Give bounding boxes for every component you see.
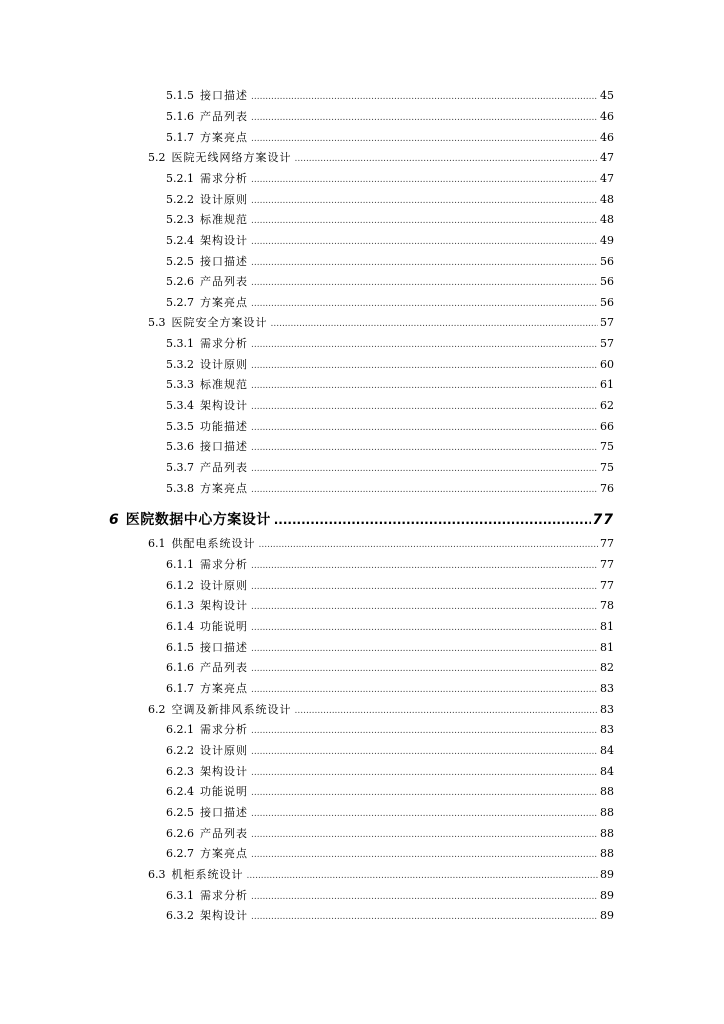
toc-entry-title: 方案亮点 <box>200 847 248 860</box>
toc-entry-page: 57 <box>600 337 614 350</box>
toc-entry-page: 56 <box>600 255 614 268</box>
toc-entry-number: 5.2.3 <box>166 213 194 226</box>
toc-entry-page: 88 <box>600 785 614 798</box>
toc-entry-number: 5.3.3 <box>166 378 194 391</box>
toc-entry-page: 56 <box>600 296 614 309</box>
toc-entry-page: 47 <box>600 172 614 185</box>
toc-entry-number: 6.1.1 <box>166 558 194 571</box>
toc-entry-6-2-5[interactable] <box>166 806 614 821</box>
toc-dot-leader <box>271 317 599 331</box>
toc-entry-5-2-2[interactable] <box>166 193 614 208</box>
toc-entry-page: 83 <box>600 723 614 736</box>
toc-dot-leader <box>251 359 598 373</box>
toc-entry-title: 接口描述 <box>200 440 248 453</box>
toc-entry-6-1-5[interactable] <box>166 641 614 656</box>
toc-entry-page: 78 <box>600 599 614 612</box>
toc-entry-5-3-1[interactable] <box>166 337 614 352</box>
toc-entry-title: 设计原则 <box>200 744 248 757</box>
toc-entry-title: 需求分析 <box>200 558 248 571</box>
toc-entry-5-1-6[interactable] <box>166 110 614 125</box>
toc-entry-number: 6.1.5 <box>166 641 194 654</box>
toc-entry-6-2-7[interactable] <box>166 847 614 862</box>
toc-dot-leader <box>251 890 598 904</box>
toc-entry-title: 产品列表 <box>200 661 248 674</box>
toc-entry-number: 5.2 <box>148 151 166 164</box>
toc-entry-number: 6.2.3 <box>166 765 194 778</box>
toc-dot-leader <box>251 194 598 208</box>
toc-dot-leader <box>251 828 598 842</box>
toc-entry-number: 6.2.2 <box>166 744 194 757</box>
toc-entry-title: 架构设计 <box>200 399 248 412</box>
toc-entry-6-2-6[interactable] <box>166 827 614 842</box>
toc-entry-6-3[interactable] <box>148 868 614 883</box>
toc-entry-number: 5.1.7 <box>166 131 194 144</box>
toc-dot-leader <box>251 786 598 800</box>
toc-dot-leader <box>251 724 598 738</box>
toc-dot-leader <box>251 441 598 455</box>
toc-entry-6-2[interactable] <box>148 703 614 718</box>
toc-entry-title: 架构设计 <box>200 765 248 778</box>
toc-dot-leader <box>247 869 599 883</box>
toc-entry-title: 空调及新排风系统设计 <box>171 703 292 716</box>
toc-entry-number: 5.3.6 <box>166 440 194 453</box>
toc-dot-leader <box>251 173 598 187</box>
toc-dot-leader <box>251 910 598 924</box>
toc-entry-title: 架构设计 <box>200 909 248 922</box>
toc-entry-page: 48 <box>600 213 614 226</box>
toc-entry-number: 6.1.2 <box>166 579 194 592</box>
toc-entry-number: 5.3.7 <box>166 461 194 474</box>
toc-entry-6-2-4[interactable] <box>166 785 614 800</box>
toc-entry-number: 5.3 <box>148 316 166 329</box>
toc-entry-number: 6.3.2 <box>166 909 194 922</box>
toc-entry-number: 6.2.1 <box>166 723 194 736</box>
toc-entry-5-3-4[interactable] <box>166 399 614 414</box>
toc-entry-number: 5.2.1 <box>166 172 194 185</box>
toc-entry-6-1-6[interactable] <box>166 661 614 676</box>
toc-entry-number: 5.1.5 <box>166 89 194 102</box>
toc-dot-leader <box>251 132 598 146</box>
toc-entry-title: 产品列表 <box>200 827 248 840</box>
toc-dot-leader <box>251 214 598 228</box>
toc-entry-title: 架构设计 <box>200 599 248 612</box>
toc-entry-title: 供配电系统设计 <box>171 537 256 550</box>
toc-entry-6-1[interactable] <box>148 537 614 552</box>
toc-entry-number: 6.1.7 <box>166 682 194 695</box>
toc-entry-title: 需求分析 <box>200 723 248 736</box>
toc-entry-page: 84 <box>600 744 614 757</box>
toc-entry-5-3-2[interactable] <box>166 358 614 373</box>
toc-entry-number: 6.2.4 <box>166 785 194 798</box>
toc-entry-number: 5.3.2 <box>166 358 194 371</box>
toc-entry-page: 46 <box>600 110 614 123</box>
toc-dot-leader <box>251 462 598 476</box>
toc-entry-5-2-6[interactable] <box>166 275 614 290</box>
toc-entry-title: 标准规范 <box>200 213 248 226</box>
toc-entry-title: 方案亮点 <box>200 682 248 695</box>
toc-entry-title: 接口描述 <box>200 641 248 654</box>
toc-entry-6[interactable] <box>109 511 614 529</box>
toc-entry-page: 77 <box>600 558 614 571</box>
toc-dot-leader <box>251 745 598 759</box>
toc-dot-leader <box>251 662 598 676</box>
toc-dot-leader <box>251 807 598 821</box>
toc-entry-title: 功能描述 <box>200 420 248 433</box>
toc-dot-leader <box>251 338 598 352</box>
toc-entry-number: 6 <box>109 512 119 528</box>
toc-entry-title: 需求分析 <box>200 337 248 350</box>
toc-entry-6-1-4[interactable] <box>166 620 614 635</box>
toc-entry-page: 75 <box>600 440 614 453</box>
toc-entry-5-3[interactable] <box>148 316 614 331</box>
toc-entry-number: 5.2.2 <box>166 193 194 206</box>
toc-entry-title: 方案亮点 <box>200 131 248 144</box>
toc-entry-page: 56 <box>600 275 614 288</box>
toc-entry-number: 6.3.1 <box>166 889 194 902</box>
toc-entry-page: 49 <box>600 234 614 247</box>
toc-entry-page: 76 <box>600 482 614 495</box>
toc-entry-number: 6.1 <box>148 537 166 550</box>
toc-entry-5-2-1[interactable] <box>166 172 614 187</box>
toc-entry-page: 77 <box>592 512 614 528</box>
toc-entry-6-2-3[interactable] <box>166 765 614 780</box>
toc-dot-leader <box>251 621 598 635</box>
toc-entry-page: 89 <box>600 868 614 881</box>
toc-entry-number: 5.3.4 <box>166 399 194 412</box>
toc-entry-page: 88 <box>600 827 614 840</box>
toc-entry-title: 需求分析 <box>200 172 248 185</box>
toc-entry-number: 5.2.5 <box>166 255 194 268</box>
toc-dot-leader <box>251 90 598 104</box>
toc-dot-leader <box>251 379 598 393</box>
toc-entry-number: 6.2 <box>148 703 166 716</box>
toc-entry-6-1-7[interactable] <box>166 682 614 697</box>
toc-dot-leader <box>251 766 598 780</box>
toc-entry-6-1-2[interactable] <box>166 579 614 594</box>
toc-entry-6-1-1[interactable] <box>166 558 614 573</box>
toc-entry-5-2-5[interactable] <box>166 255 614 270</box>
toc-entry-5-3-6[interactable] <box>166 440 614 455</box>
toc-entry-page: 57 <box>600 316 614 329</box>
toc-dot-leader <box>251 256 598 270</box>
toc-entry-number: 5.2.4 <box>166 234 194 247</box>
toc-entry-title: 接口描述 <box>200 255 248 268</box>
toc-dot-leader <box>251 276 598 290</box>
toc-dot-leader <box>251 559 598 573</box>
toc-entry-5-3-5[interactable] <box>166 420 614 435</box>
toc-entry-number: 6.1.4 <box>166 620 194 633</box>
toc-dot-leader <box>251 111 598 125</box>
toc-entry-5-3-7[interactable] <box>166 461 614 476</box>
toc-entry-number: 5.3.8 <box>166 482 194 495</box>
toc-entry-5-1-7[interactable] <box>166 131 614 146</box>
toc-dot-leader <box>259 538 599 552</box>
toc-entry-page: 61 <box>600 378 614 391</box>
toc-entry-number: 5.3.1 <box>166 337 194 350</box>
toc-entry-title: 设计原则 <box>200 358 248 371</box>
toc-entry-title: 设计原则 <box>200 193 248 206</box>
toc-entry-5-2-4[interactable] <box>166 234 614 249</box>
toc-entry-page: 88 <box>600 806 614 819</box>
toc-entry-title: 接口描述 <box>200 806 248 819</box>
toc-entry-page: 89 <box>600 909 614 922</box>
toc-entry-number: 6.2.6 <box>166 827 194 840</box>
toc-entry-page: 47 <box>600 151 614 164</box>
toc-entry-number: 5.1.6 <box>166 110 194 123</box>
toc-entry-page: 45 <box>600 89 614 102</box>
toc-entry-title: 医院无线网络方案设计 <box>171 151 292 164</box>
toc-entry-title: 架构设计 <box>200 234 248 247</box>
toc-dot-leader <box>251 400 598 414</box>
toc-dot-leader <box>251 600 598 614</box>
toc-entry-page: 75 <box>600 461 614 474</box>
toc-entry-6-3-2[interactable] <box>166 909 614 924</box>
toc-entry-page: 83 <box>600 682 614 695</box>
toc-dot-leader <box>295 704 599 718</box>
toc-dot-leader <box>295 152 599 166</box>
toc-entry-number: 5.2.7 <box>166 296 194 309</box>
toc-entry-page: 77 <box>600 579 614 592</box>
toc-entry-5-1-5[interactable] <box>166 89 614 104</box>
toc-entry-title: 医院安全方案设计 <box>171 316 268 329</box>
toc-entry-page: 77 <box>600 537 614 550</box>
toc-entry-title: 产品列表 <box>200 461 248 474</box>
toc-dot-leader <box>251 483 598 497</box>
toc-entry-6-2-2[interactable] <box>166 744 614 759</box>
toc-entry-number: 5.2.6 <box>166 275 194 288</box>
toc-dot-leader <box>251 642 598 656</box>
toc-entry-5-2-7[interactable] <box>166 296 614 311</box>
toc-entry-page: 62 <box>600 399 614 412</box>
toc-entry-page: 60 <box>600 358 614 371</box>
toc-dot-leader <box>251 683 598 697</box>
toc-entry-number: 6.1.6 <box>166 661 194 674</box>
toc-entry-page: 48 <box>600 193 614 206</box>
toc-entry-number: 6.1.3 <box>166 599 194 612</box>
toc-dot-leader <box>274 511 591 529</box>
toc-dot-leader <box>251 297 598 311</box>
toc-entry-title: 机柜系统设计 <box>171 868 244 881</box>
toc-entry-title: 方案亮点 <box>200 296 248 309</box>
toc-entry-page: 81 <box>600 641 614 654</box>
toc-entry-number: 6.2.5 <box>166 806 194 819</box>
toc-dot-leader <box>251 580 598 594</box>
toc-entry-title: 功能说明 <box>200 620 248 633</box>
toc-entry-number: 6.3 <box>148 868 166 881</box>
toc-entry-5-3-3[interactable] <box>166 378 614 393</box>
toc-entry-6-1-3[interactable] <box>166 599 614 614</box>
toc-entry-6-2-1[interactable] <box>166 723 614 738</box>
toc-entry-page: 46 <box>600 131 614 144</box>
toc-entry-title: 标准规范 <box>200 378 248 391</box>
toc-dot-leader <box>251 235 598 249</box>
toc-entry-page: 82 <box>600 661 614 674</box>
toc-entry-title: 产品列表 <box>200 275 248 288</box>
toc-entry-number: 5.3.5 <box>166 420 194 433</box>
toc-entry-page: 66 <box>600 420 614 433</box>
toc-entry-title: 产品列表 <box>200 110 248 123</box>
toc-entry-number: 6.2.7 <box>166 847 194 860</box>
toc-entry-5-2-3[interactable] <box>166 213 614 228</box>
toc-entry-page: 83 <box>600 703 614 716</box>
toc-entry-title: 功能说明 <box>200 785 248 798</box>
toc-entry-6-3-1[interactable] <box>166 889 614 904</box>
toc-entry-page: 89 <box>600 889 614 902</box>
toc-entry-title: 接口描述 <box>200 89 248 102</box>
toc-entry-5-2[interactable] <box>148 151 614 166</box>
toc-entry-title: 设计原则 <box>200 579 248 592</box>
toc-dot-leader <box>251 421 598 435</box>
toc-entry-title: 医院数据中心方案设计 <box>125 512 271 528</box>
toc-dot-leader <box>251 848 598 862</box>
toc-entry-title: 需求分析 <box>200 889 248 902</box>
toc-entry-title: 方案亮点 <box>200 482 248 495</box>
toc-entry-page: 88 <box>600 847 614 860</box>
toc-entry-5-3-8[interactable] <box>166 482 614 497</box>
toc-entry-page: 84 <box>600 765 614 778</box>
toc-entry-page: 81 <box>600 620 614 633</box>
